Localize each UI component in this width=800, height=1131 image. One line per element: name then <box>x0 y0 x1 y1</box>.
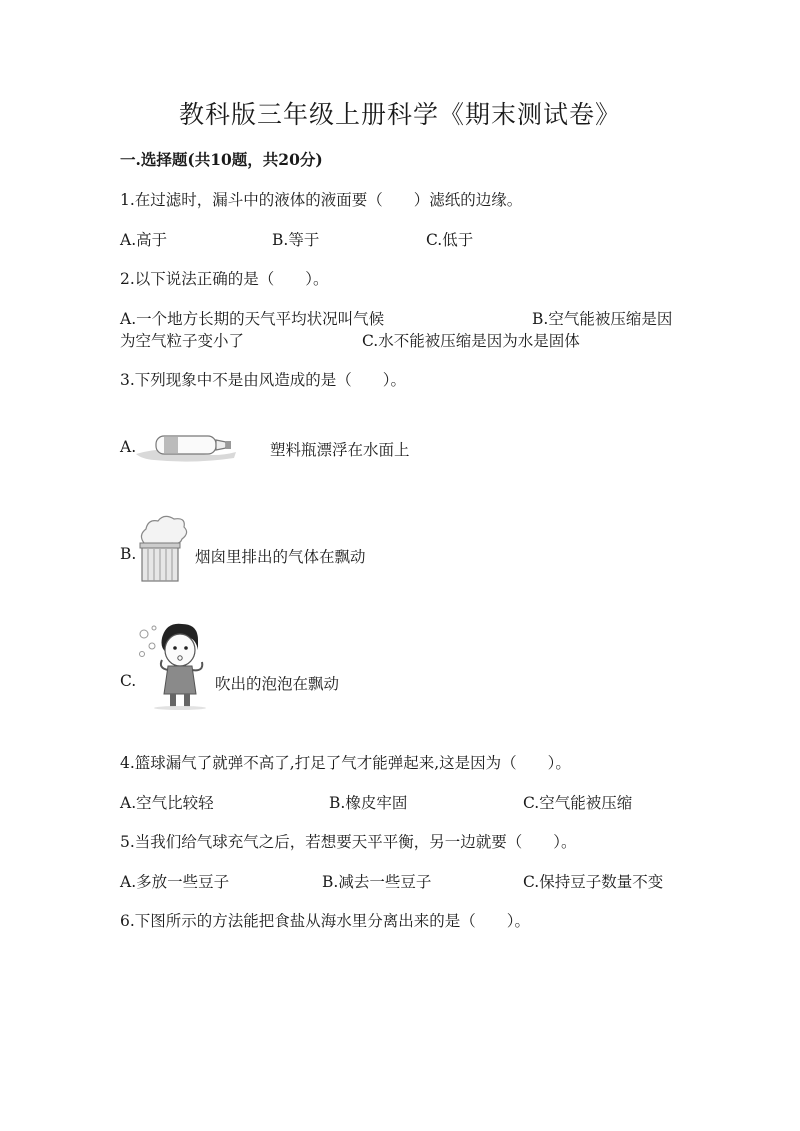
question-3: 3.下列现象中不是由风造成的是（ ）。 <box>120 371 407 389</box>
question-5: 5.当我们给气球充气之后，若想要天平平衡，另一边就要（ ）。 <box>120 833 577 851</box>
q4-option-b: B.橡皮牢固 <box>329 794 408 812</box>
q3-option-b: 烟囱里排出的气体在飘动 <box>195 548 366 566</box>
question-6: 6.下图所示的方法能把食盐从海水里分离出来的是（ ）。 <box>120 912 531 930</box>
q5-option-c: C.保持豆子数量不变 <box>523 873 664 891</box>
q2-option-c: C.水不能被压缩是因为水是固体 <box>362 332 580 350</box>
question-4: 4.篮球漏气了就弹不高了,打足了气才能弹起来,这是因为（ ）。 <box>120 754 571 772</box>
q3-option-a: 塑料瓶漂浮在水面上 <box>270 441 410 459</box>
question-2: 2.以下说法正确的是（ ）。 <box>120 270 329 288</box>
child-blowing-bubbles-image <box>136 618 212 710</box>
q3-option-c: 吹出的泡泡在飘动 <box>215 675 340 693</box>
page-title: 教科版三年级上册科学《期末测试卷》 <box>178 100 621 129</box>
q2-option-b-line2: 为空气粒子变小了 <box>120 332 245 350</box>
q1-option-a: A.高于 <box>120 231 168 249</box>
q5-option-a: A.多放一些豆子 <box>120 873 230 891</box>
q2-option-b-line1: B.空气能被压缩是因 <box>532 310 673 328</box>
q3-option-c-letter: C. <box>120 672 137 690</box>
floating-bottle-image <box>134 428 238 468</box>
chimney-smoke-image <box>134 513 192 583</box>
q2-option-a: A.一个地方长期的天气平均状况叫气候 <box>120 310 385 328</box>
q4-option-a: A.空气比较轻 <box>120 794 214 812</box>
q3-option-b-letter: B. <box>120 545 137 563</box>
section-heading: 一.选择题(共10题，共20分) <box>120 150 323 169</box>
q3-option-a-letter: A. <box>120 438 137 456</box>
q4-option-c: C.空气能被压缩 <box>523 794 633 812</box>
q5-option-b: B.减去一些豆子 <box>322 873 432 891</box>
q1-option-c: C.低于 <box>426 231 474 249</box>
q1-option-b: B.等于 <box>272 231 320 249</box>
question-1: 1.在过滤时，漏斗中的液体的液面要（ ）滤纸的边缘。 <box>120 191 523 209</box>
